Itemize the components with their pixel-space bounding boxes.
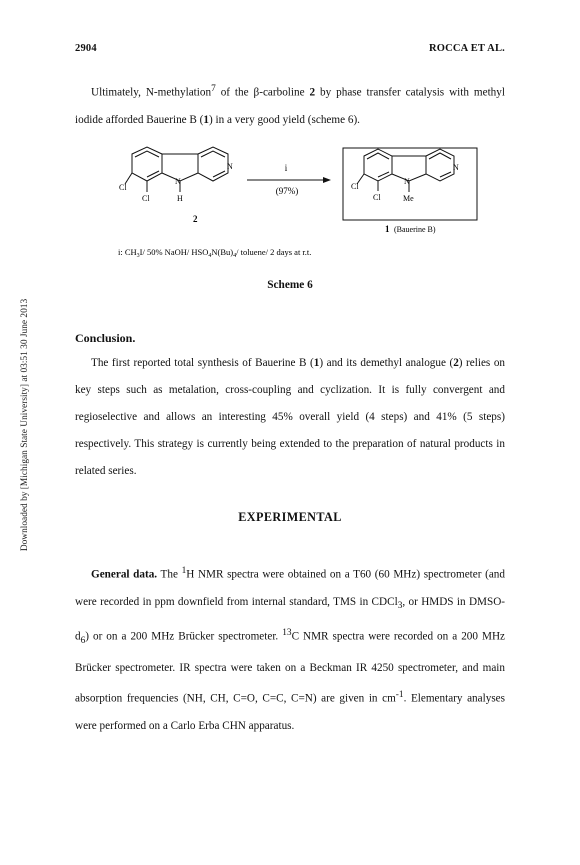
reagent-label: i: [284, 163, 288, 173]
page-number: 2904: [75, 43, 97, 54]
experimental-text: The: [157, 568, 182, 581]
start-ring-n: N: [175, 177, 181, 186]
intro-text: Ultimately, N-methylation: [91, 86, 212, 99]
intro-text: -carboline: [259, 86, 310, 99]
download-watermark: Downloaded by [Michigan State University] at 03:51 30 June 2013: [20, 298, 30, 552]
nmr-superscript: 1: [181, 566, 187, 576]
intro-text: ) in a very good yield (scheme 6).: [209, 113, 360, 126]
running-authors: ROCCA ET AL.: [428, 43, 505, 54]
yield-label: (97%): [275, 186, 299, 196]
unit-superscript: -1: [395, 689, 404, 700]
start-pyridine-n: N: [227, 162, 233, 171]
subscript: 6: [80, 635, 86, 646]
conclusion-paragraph: [75, 350, 505, 485]
experimental-text: C NMR spectra were recorded on a 200 MHz Brücker spectrometer. IR spectra were taken on a Beckman IR 4250 spectrometer, and main absorption frequencies (NH, CH, C=O, C=C, C=N) are given in cm: [75, 630, 505, 705]
product-name: (Bauerine B): [394, 225, 436, 234]
conclusion-heading: Conclusion.: [75, 331, 136, 345]
start-compound-number: 2: [193, 214, 198, 224]
experimental-text: . Elementary analyses were performed on a Carlo Erba CHN apparatus.: [75, 692, 505, 732]
product-cl-bottom: Cl: [373, 193, 381, 202]
scheme-6-diagram: [0, 140, 580, 260]
conclusion-text: The first reported total synthesis of Bauerine B (: [91, 357, 314, 369]
general-data-label: General data.: [91, 568, 158, 581]
ref-superscript: 7: [211, 84, 216, 94]
compound-ref: 1: [203, 113, 209, 126]
experimental-paragraph: [75, 558, 505, 740]
experimental-heading: EXPERIMENTAL: [238, 510, 342, 524]
product-box: [343, 148, 477, 220]
compound-ref: 2: [453, 357, 459, 369]
start-cl-bottom: Cl: [142, 194, 150, 203]
compound-ref: 2: [309, 86, 316, 99]
product-me: Me: [403, 194, 414, 203]
beta-symbol: β: [253, 86, 260, 99]
scheme-label: Scheme 6: [267, 279, 313, 291]
subscript: 3: [397, 600, 403, 611]
nmr-superscript: 13: [282, 627, 292, 638]
intro-paragraph: [75, 76, 505, 134]
product-ring-n: N: [404, 177, 410, 186]
product-pyridine-n: N: [453, 163, 459, 172]
start-h: H: [177, 194, 183, 203]
product-cl-top: Cl: [351, 182, 359, 191]
experimental-text: H NMR spectra were obtained on a T60 (60 MHz) spectrometer (and were recorded in ppm downfield from internal standard, TMS in CDCl: [75, 568, 505, 608]
intro-text: by phase transfer catalysis with methyl iodide afforded Bauerine B (: [75, 86, 505, 126]
experimental-text: ) or on a 200 MHz Brücker spectrometer.: [85, 630, 283, 643]
intro-text: of the: [215, 86, 254, 99]
arrow-head: [323, 177, 331, 183]
compound-ref: 1: [313, 357, 320, 369]
start-cl-top: Cl: [119, 183, 127, 192]
product-compound-number: 1: [385, 224, 390, 234]
experimental-text: , or HMDS in DMSO-d: [75, 595, 506, 643]
conclusion-text: ) relies on key steps such as metalation, cross-coupling and cyclization. It is fully convergent and regioselective and allows an interesting 45% overall yield (4 steps) and 41% (5 steps) respectively. This strategy is currently being extended to the preparation of natural products in related series.: [75, 357, 506, 477]
conclusion-text: ) and its demethyl analogue (: [319, 357, 454, 369]
reaction-conditions: i: $CH_3I/$ 50% NaOH/ $HSO_4N(Bu)_4/$ toluene/ 2 days at r.t.: [118, 247, 312, 259]
